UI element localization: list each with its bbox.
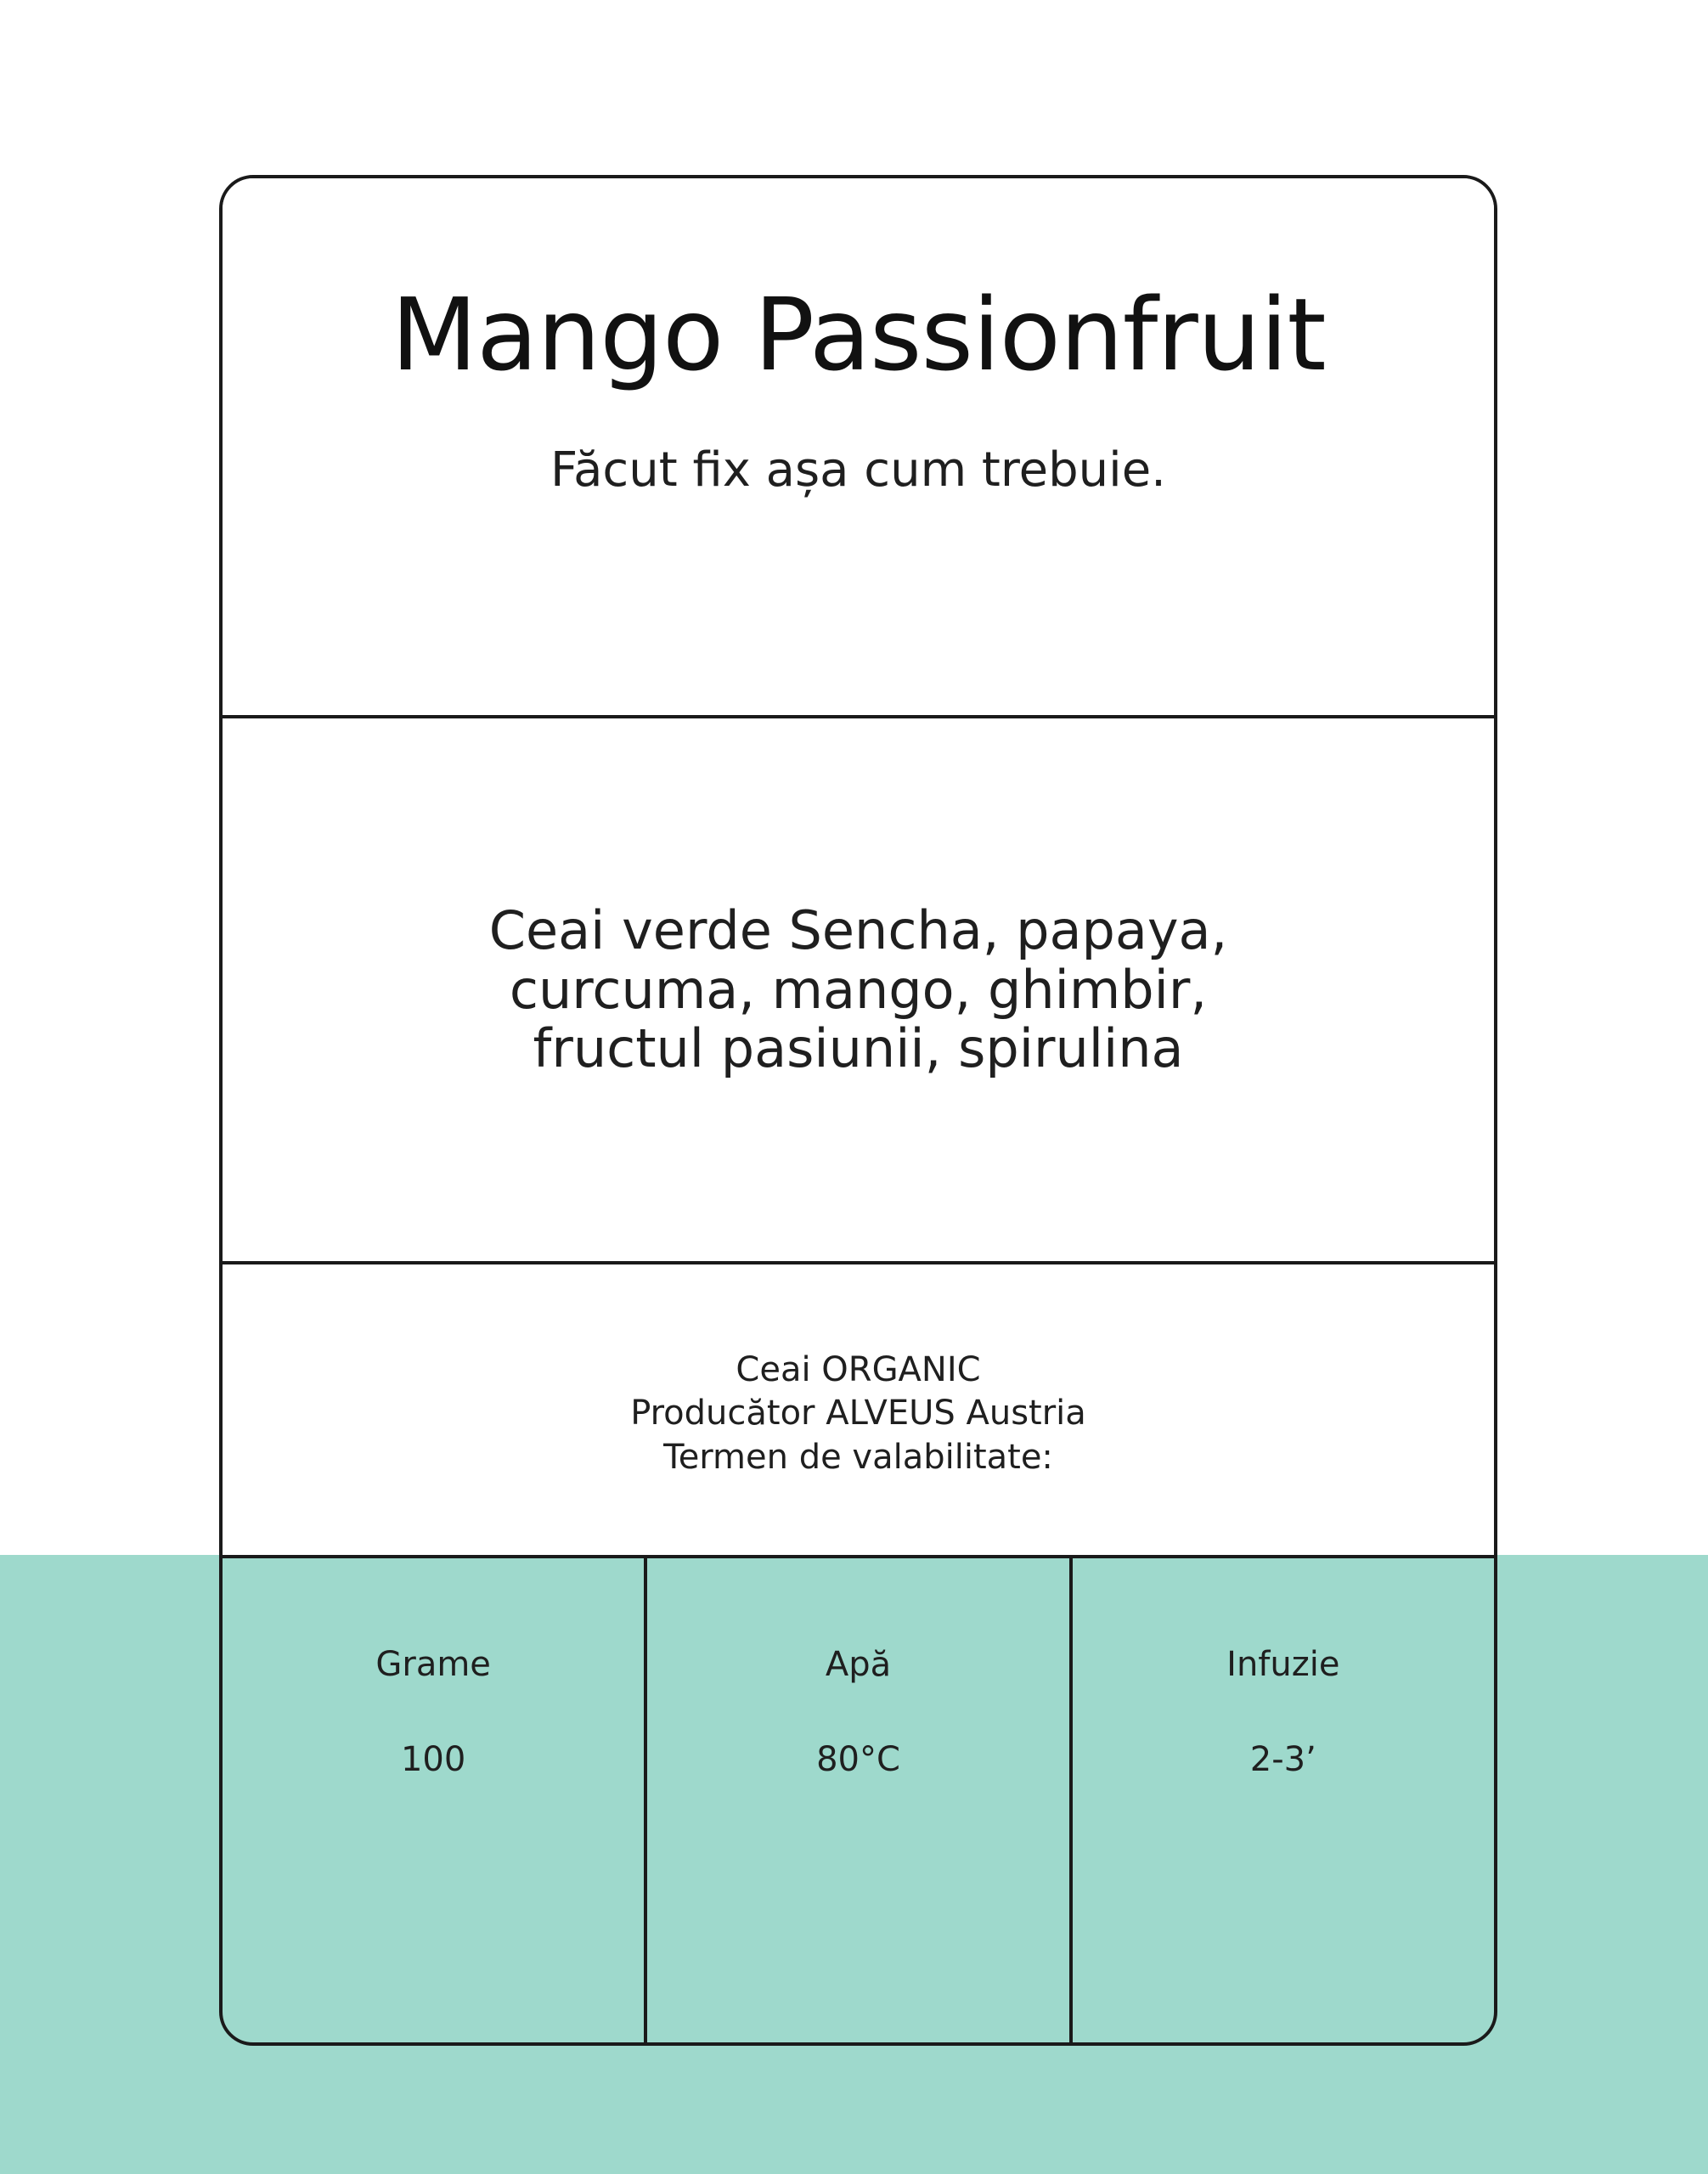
brew-value-water: 80°C bbox=[816, 1740, 900, 1779]
ingredients-section bbox=[223, 718, 1494, 1264]
brewing-instructions-section bbox=[223, 1558, 1494, 2042]
tea-label-card bbox=[219, 175, 1497, 2046]
brew-label-water: Apă bbox=[825, 1645, 892, 1684]
brew-cell-grams bbox=[223, 1558, 647, 2042]
brew-value-grams: 100 bbox=[400, 1740, 466, 1779]
brew-label-infusion: Infuzie bbox=[1226, 1645, 1340, 1684]
product-name: Mango Passionfruit bbox=[391, 276, 1326, 393]
brew-value-infusion: 2-3’ bbox=[1249, 1740, 1316, 1779]
title-section bbox=[223, 178, 1494, 718]
brew-label-grams: Grame bbox=[375, 1645, 491, 1684]
label-card-content bbox=[223, 178, 1494, 2042]
brew-cell-infusion bbox=[1073, 1558, 1494, 2042]
meta-line-organic: Ceai ORGANIC bbox=[736, 1350, 981, 1390]
meta-line-producer: Producător ALVEUS Austria bbox=[630, 1394, 1086, 1433]
tagline: Făcut fix așa cum trebuie. bbox=[550, 442, 1166, 498]
meta-section bbox=[223, 1264, 1494, 1558]
meta-line-expiry: Termen de valabilitate: bbox=[663, 1437, 1053, 1477]
ingredients-text: Ceai verde Sencha, papaya, curcuma, mango, ghimbir, fructul pasiunii, spirulina bbox=[488, 899, 1228, 1080]
brew-cell-water bbox=[647, 1558, 1072, 2042]
